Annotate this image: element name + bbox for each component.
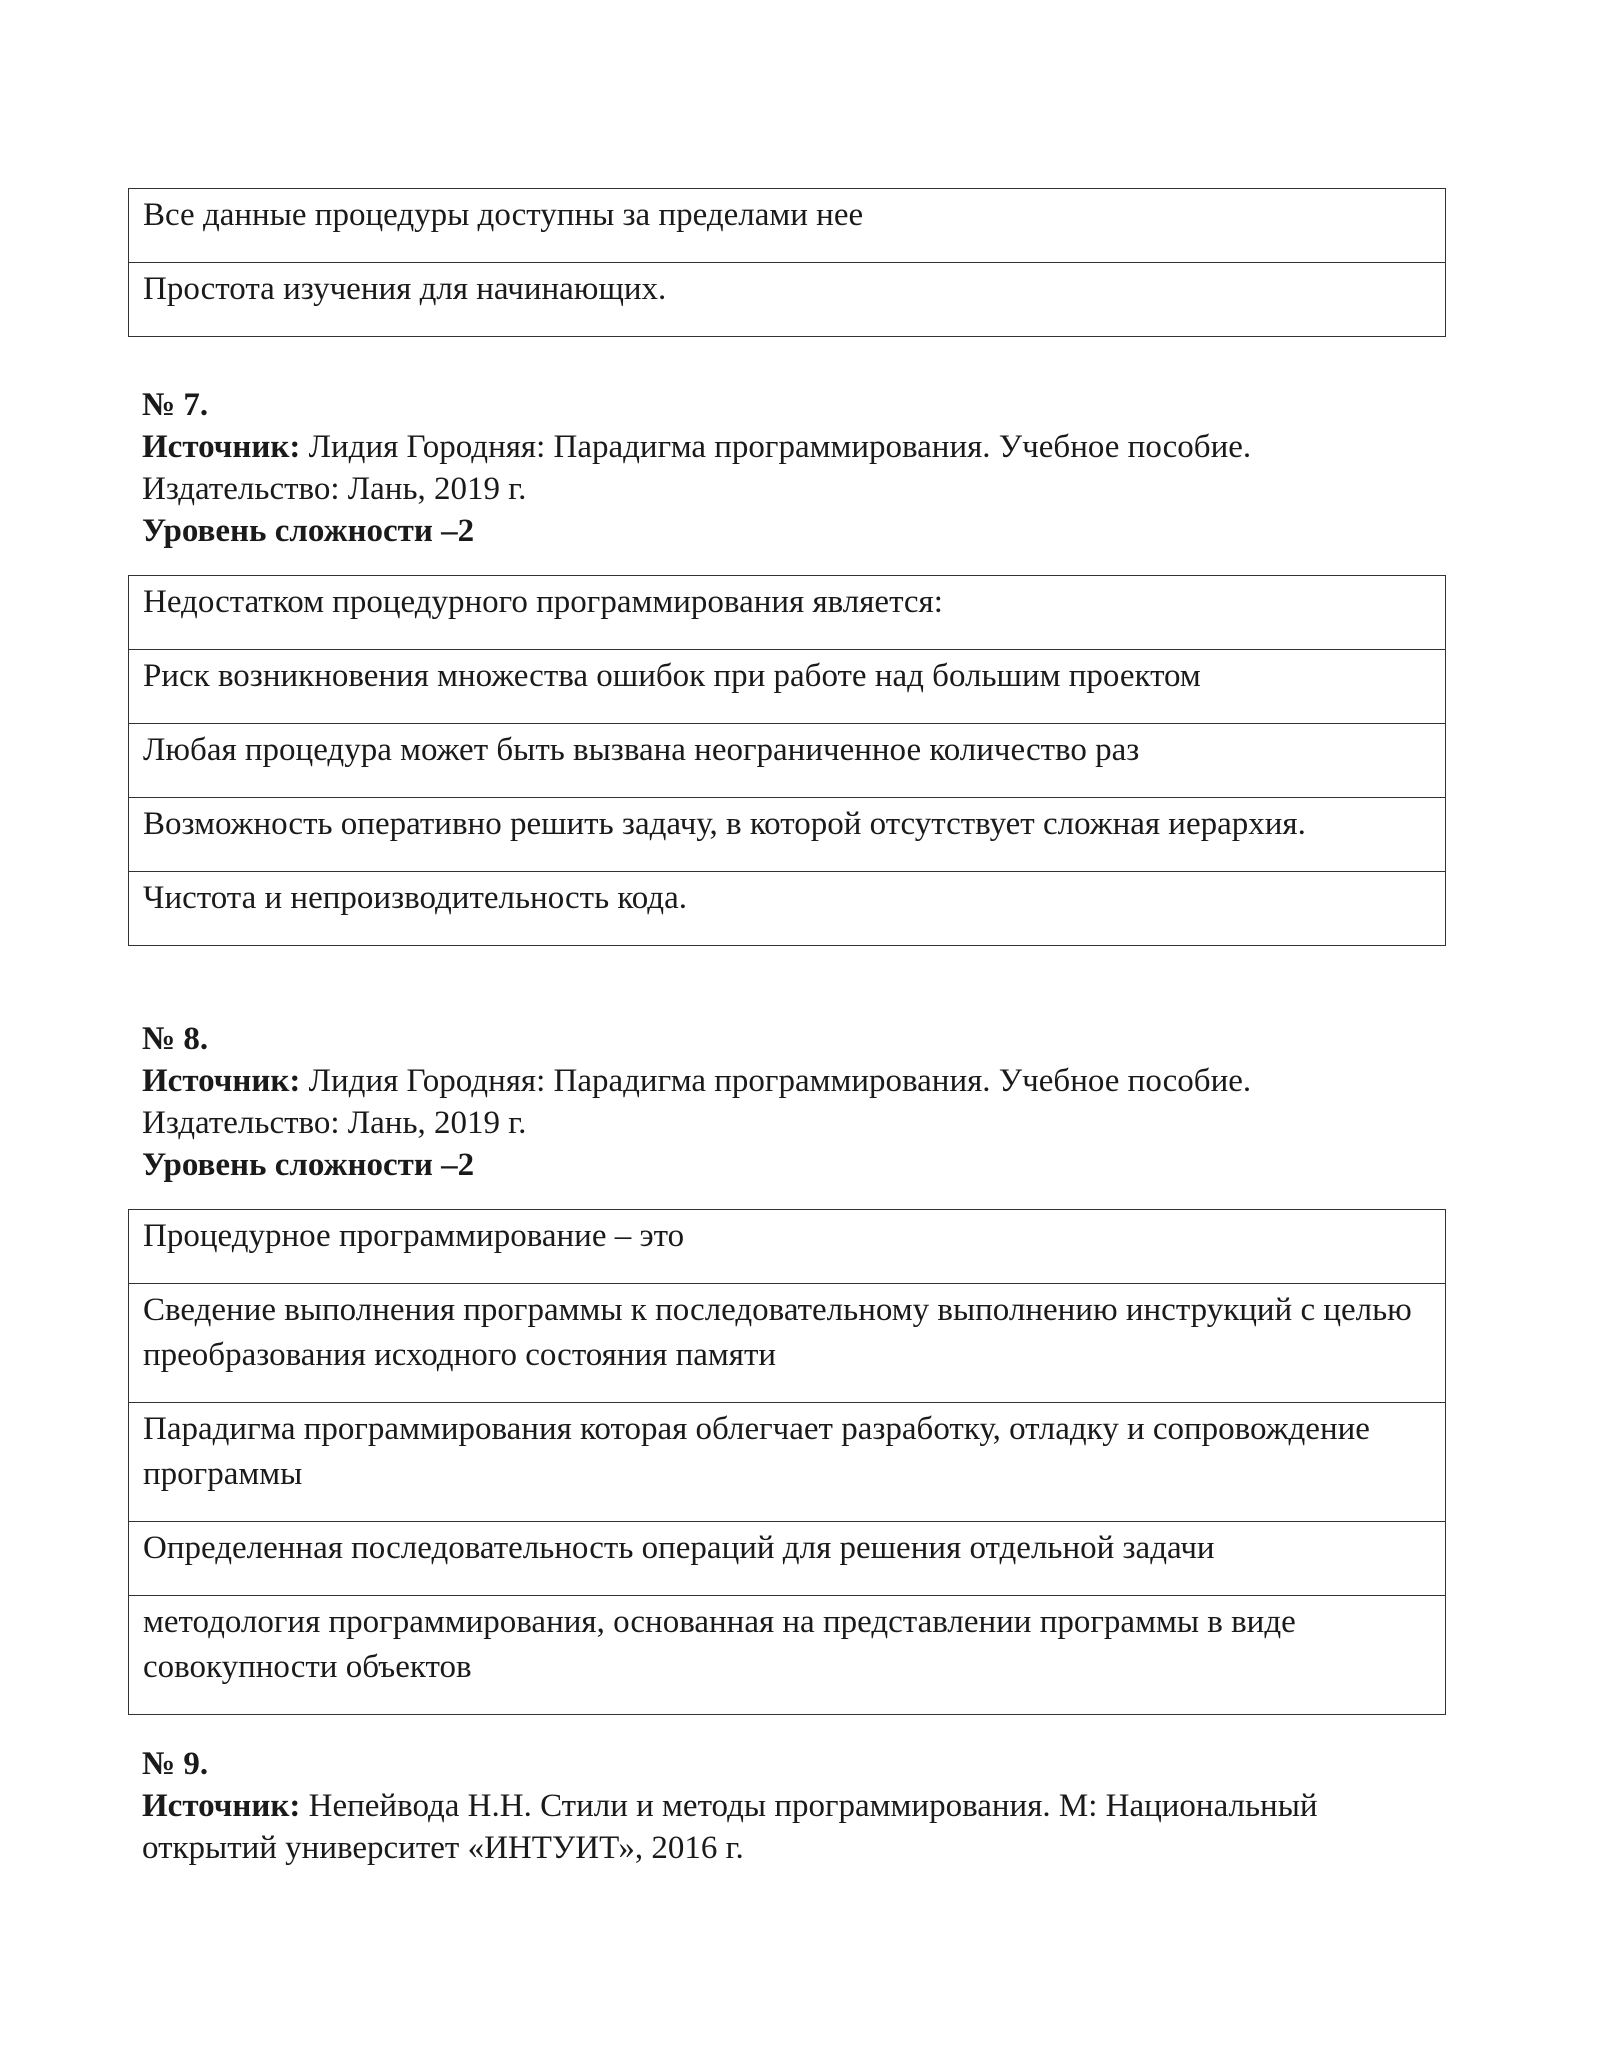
answer-option-cell: Любая процедура может быть вызвана неограниченное количество раз xyxy=(129,724,1446,798)
answers-table-q8 xyxy=(128,1209,1446,1715)
difficulty-level: Уровень сложности –2 xyxy=(142,513,475,549)
answer-option-cell: Сведение выполнения программы к последовательному выполнению инструкций с целью преобразования исходного состояния памяти xyxy=(129,1284,1446,1403)
question-number: № 8. xyxy=(142,1021,209,1057)
question-text-cell: Недостатком процедурного программирования является: xyxy=(129,576,1446,650)
source-line xyxy=(142,1060,1482,1102)
answer-option-cell: Парадигма программирования которая облегчает разработку, отладку и сопровождение программы xyxy=(129,1403,1446,1522)
answer-option-cell: Определенная последовательность операций для решения отдельной задачи xyxy=(129,1522,1446,1596)
difficulty-level: Уровень сложности –2 xyxy=(142,1147,475,1183)
table-row xyxy=(129,189,1446,263)
source-line xyxy=(142,1785,1482,1827)
table-row xyxy=(129,263,1446,337)
source-line xyxy=(142,426,1482,468)
source-label: Источник: xyxy=(142,429,301,465)
source-text-continued: Издательство: Лань, 2019 г. xyxy=(142,471,527,507)
question-number: № 7. xyxy=(142,387,209,423)
source-label: Источник: xyxy=(142,1788,301,1824)
table-row xyxy=(129,650,1446,724)
source-text: Лидия Городняя: Парадигма программирования. Учебное пособие. xyxy=(300,1063,1252,1099)
question-7-header xyxy=(142,384,1482,552)
table-row xyxy=(129,872,1446,946)
answer-option-cell: Чистота и непроизводительность кода. xyxy=(129,872,1446,946)
source-text-continued: открытий университет «ИНТУИТ», 2016 г. xyxy=(142,1830,744,1866)
table-cell: Все данные процедуры доступны за пределами нее xyxy=(129,189,1446,263)
answer-option-cell: методология программирования, основанная на представлении программы в виде совокупности объектов xyxy=(129,1596,1446,1715)
table-row xyxy=(129,1596,1446,1715)
table-row xyxy=(129,1522,1446,1596)
question-text-cell: Процедурное программирование – это xyxy=(129,1210,1446,1284)
source-text: Непейвода Н.Н. Стили и методы программирования. М: Национальный xyxy=(300,1788,1318,1824)
table-row xyxy=(129,798,1446,872)
table-row xyxy=(129,1210,1446,1284)
table-cell: Простота изучения для начинающих. xyxy=(129,263,1446,337)
table-row xyxy=(129,576,1446,650)
answer-option-cell: Риск возникновения множества ошибок при работе над большим проектом xyxy=(129,650,1446,724)
source-text: Лидия Городняя: Парадигма программирования. Учебное пособие. xyxy=(300,429,1252,465)
answers-table-q7 xyxy=(128,575,1446,946)
answers-table-top xyxy=(128,188,1446,337)
table-row xyxy=(129,1284,1446,1403)
source-label: Источник: xyxy=(142,1063,301,1099)
question-9-header xyxy=(142,1743,1482,1869)
table-row xyxy=(129,1403,1446,1522)
answer-option-cell: Возможность оперативно решить задачу, в которой отсутствует сложная иерархия. xyxy=(129,798,1446,872)
question-8-header xyxy=(142,1018,1482,1186)
source-text-continued: Издательство: Лань, 2019 г. xyxy=(142,1105,527,1141)
question-number: № 9. xyxy=(142,1746,209,1782)
table-row xyxy=(129,724,1446,798)
